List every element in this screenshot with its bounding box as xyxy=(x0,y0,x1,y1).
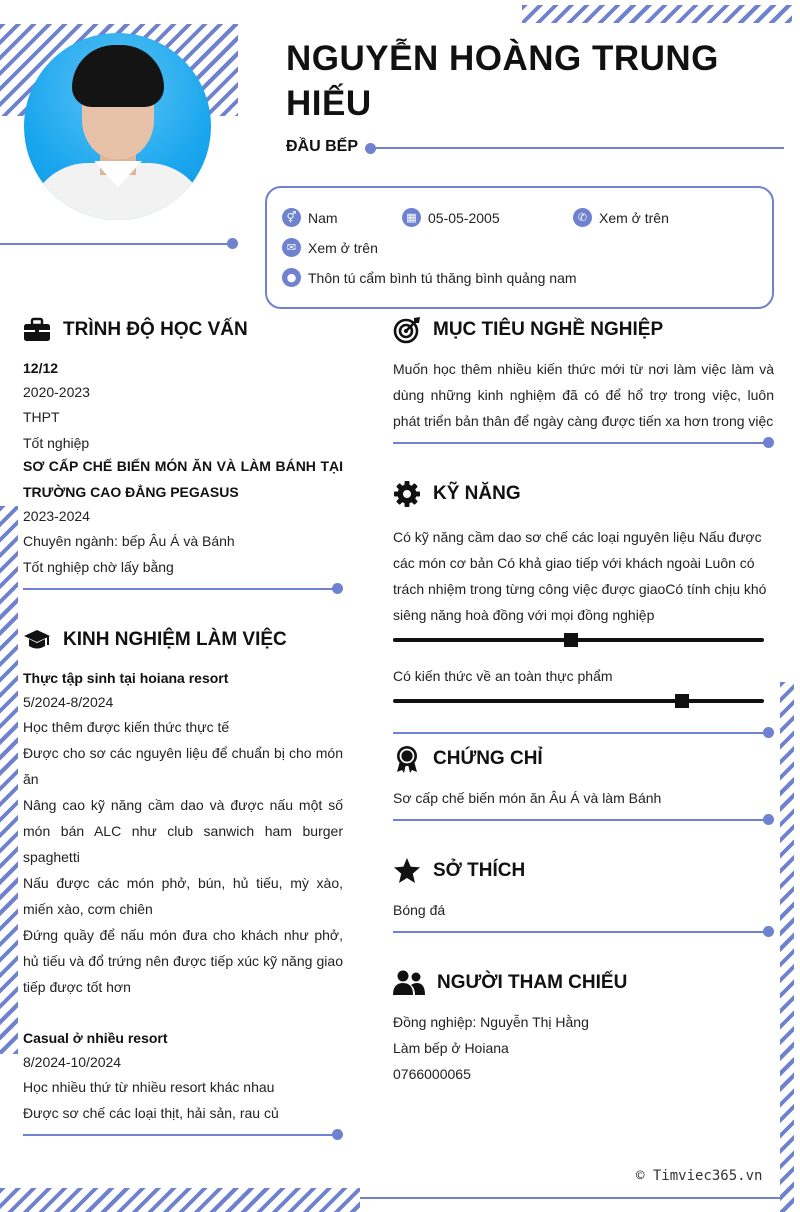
education-major-2: Chuyên ngành: bếp Âu Á và Bánh xyxy=(23,533,235,549)
decor-stripes-top-right xyxy=(522,5,792,23)
contact-email xyxy=(282,238,378,257)
experience-line-1-3: Nâng cao kỹ năng cầm dao và được nấu một số món bán ALC như club sanwich ham burger spaghetti xyxy=(23,797,343,865)
target-icon xyxy=(393,316,421,344)
email-value: Xem ở trên xyxy=(308,239,378,256)
education-divider xyxy=(23,588,335,590)
skill-bar-1 xyxy=(393,638,764,642)
people-icon xyxy=(393,969,425,997)
address-value: Thôn tú cẩm bình tú thăng bình quảng nam xyxy=(308,269,577,286)
decor-stripes-right xyxy=(780,682,794,1212)
hobby-item-1: Bóng đá xyxy=(393,902,446,918)
gear-icon xyxy=(393,480,421,508)
phone-icon: ✆ xyxy=(573,208,592,227)
gender-value: Nam xyxy=(308,209,338,226)
experience-heading xyxy=(23,626,287,654)
hobbies-divider xyxy=(393,931,765,933)
experience-line-2-2: Được sơ chế các loại thịt, hải sản, rau củ xyxy=(23,1105,279,1121)
experience-period-2: 8/2024-10/2024 xyxy=(23,1054,122,1070)
experience-line-1-2: Được cho sơ các nguyên liệu để chuẩn bị cho món ăn xyxy=(23,745,343,787)
references-title: NGƯỜI THAM CHIẾU xyxy=(437,972,628,993)
hobbies-heading xyxy=(393,857,525,885)
education-result-2: Tốt nghiệp chờ lấy bằng xyxy=(23,559,174,575)
job-title-line xyxy=(374,147,784,149)
reference-line-3: 0766000065 xyxy=(393,1066,471,1082)
experience-line-1-5: Đứng quầy để nấu món đưa cho khách như phở, hủ tiếu và đổ trứng nên được tiếp xúc kỹ năng giao tiếp được tốt hơn xyxy=(23,927,343,995)
experience-position-1: Thực tập sinh tại hoiana resort xyxy=(23,670,229,686)
experience-line-2-1: Học nhiều thứ từ nhiều resort khác nhau xyxy=(23,1079,275,1095)
calendar-icon: ▦ xyxy=(402,208,421,227)
decor-stripes-bottom xyxy=(0,1188,360,1212)
reference-line-1: Đồng nghiệp: Nguyễn Thị Hằng xyxy=(393,1014,589,1030)
experience-line-1-1: Học thêm được kiến thức thực tế xyxy=(23,719,230,735)
contact-phone xyxy=(573,208,669,227)
contact-address xyxy=(282,268,577,287)
experience-title: KINH NGHIỆM LÀM VIỆC xyxy=(63,629,287,650)
experience-period-1: 5/2024-8/2024 xyxy=(23,694,114,710)
certificates-divider-dot xyxy=(763,814,774,825)
skills-divider xyxy=(393,732,765,734)
reference-line-2: Làm bếp ở Hoiana xyxy=(393,1040,509,1056)
experience-position-2: Casual ở nhiều resort xyxy=(23,1030,168,1046)
phone-value: Xem ở trên xyxy=(599,209,669,226)
gender-icon: ⚥ xyxy=(282,208,301,227)
skills-divider-dot xyxy=(763,727,774,738)
skill-text-1: Có kỹ năng cầm dao sơ chế các loại nguyên liệu Nấu được các món cơ bản Có khả giao tiếp với khách ngoài Luôn có trách nhiệm trong từng công việc được giaoCó tính chịu khó siêng năng hoà đồng với mọi đồng nghiệp xyxy=(393,529,767,623)
award-icon xyxy=(393,745,421,773)
skill-level-knob-1 xyxy=(564,633,578,647)
location-icon: ● xyxy=(282,268,301,287)
avatar xyxy=(24,33,211,220)
decor-bottom-line xyxy=(360,1197,780,1199)
education-major-1: THPT xyxy=(23,409,60,425)
education-period-2: 2023-2024 xyxy=(23,508,90,524)
certificates-divider xyxy=(393,819,765,821)
contact-gender xyxy=(282,208,338,227)
graduation-cap-icon xyxy=(23,626,51,654)
education-title: TRÌNH ĐỘ HỌC VẤN xyxy=(63,319,248,340)
objective-title: MỤC TIÊU NGHỀ NGHIỆP xyxy=(433,319,664,340)
skill-text-2: Có kiến thức về an toàn thực phẩm xyxy=(393,668,613,684)
candidate-name: NGUYỄN HOÀNG TRUNG HIẾU xyxy=(286,39,719,123)
skill-level-knob-2 xyxy=(675,694,689,708)
email-icon: ✉ xyxy=(282,238,301,257)
decor-stripes-left xyxy=(0,506,18,1054)
experience-divider xyxy=(23,1134,335,1136)
education-result-1: Tốt nghiệp xyxy=(23,435,90,451)
certificate-item-1: Sơ cấp chế biến món ăn Âu Á và làm Bánh xyxy=(393,790,662,806)
education-period-1: 2020-2023 xyxy=(23,384,90,400)
birthday-value: 05-05-2005 xyxy=(428,209,500,226)
contact-birthday xyxy=(402,208,500,227)
footer-credit: © Timviec365.vn xyxy=(636,1168,763,1184)
skills-heading xyxy=(393,480,521,508)
certificates-title: CHỨNG CHỈ xyxy=(433,748,543,769)
objective-divider-dot xyxy=(763,437,774,448)
hobbies-title: SỞ THÍCH xyxy=(433,860,526,881)
skill-bar-2 xyxy=(393,699,764,703)
education-divider-dot xyxy=(332,583,343,594)
job-title: ĐẦU BẾP xyxy=(286,138,359,155)
experience-divider-dot xyxy=(332,1129,343,1140)
objective-divider xyxy=(393,442,765,444)
objective-text: Muốn học thêm nhiều kiến thức mới từ nơi làm việc làm và dùng những kinh nghiệm đã có để hổ trợ trong việc, luôn phát triển bản thân để ngày càng được tiến xa hơn trong việc xyxy=(393,361,774,429)
education-name-1: 12/12 xyxy=(23,360,59,376)
certificates-heading xyxy=(393,745,543,773)
education-heading xyxy=(23,316,248,344)
photo-divider xyxy=(0,243,228,245)
star-icon xyxy=(393,857,421,885)
references-heading xyxy=(393,969,627,997)
skills-title: KỸ NĂNG xyxy=(433,483,521,504)
experience-line-1-4: Nấu được các món phở, bún, hủ tiếu, mỳ xào, miến xào, cơm chiên xyxy=(23,875,343,917)
photo-divider-dot xyxy=(227,238,238,249)
education-name-2: SƠ CẤP CHẾ BIẾN MÓN ĂN VÀ LÀM BÁNH TẠI TRƯỜNG CAO ĐẲNG PEGASUS xyxy=(23,458,343,500)
objective-heading xyxy=(393,316,663,344)
hobbies-divider-dot xyxy=(763,926,774,937)
briefcase-icon xyxy=(23,316,51,344)
